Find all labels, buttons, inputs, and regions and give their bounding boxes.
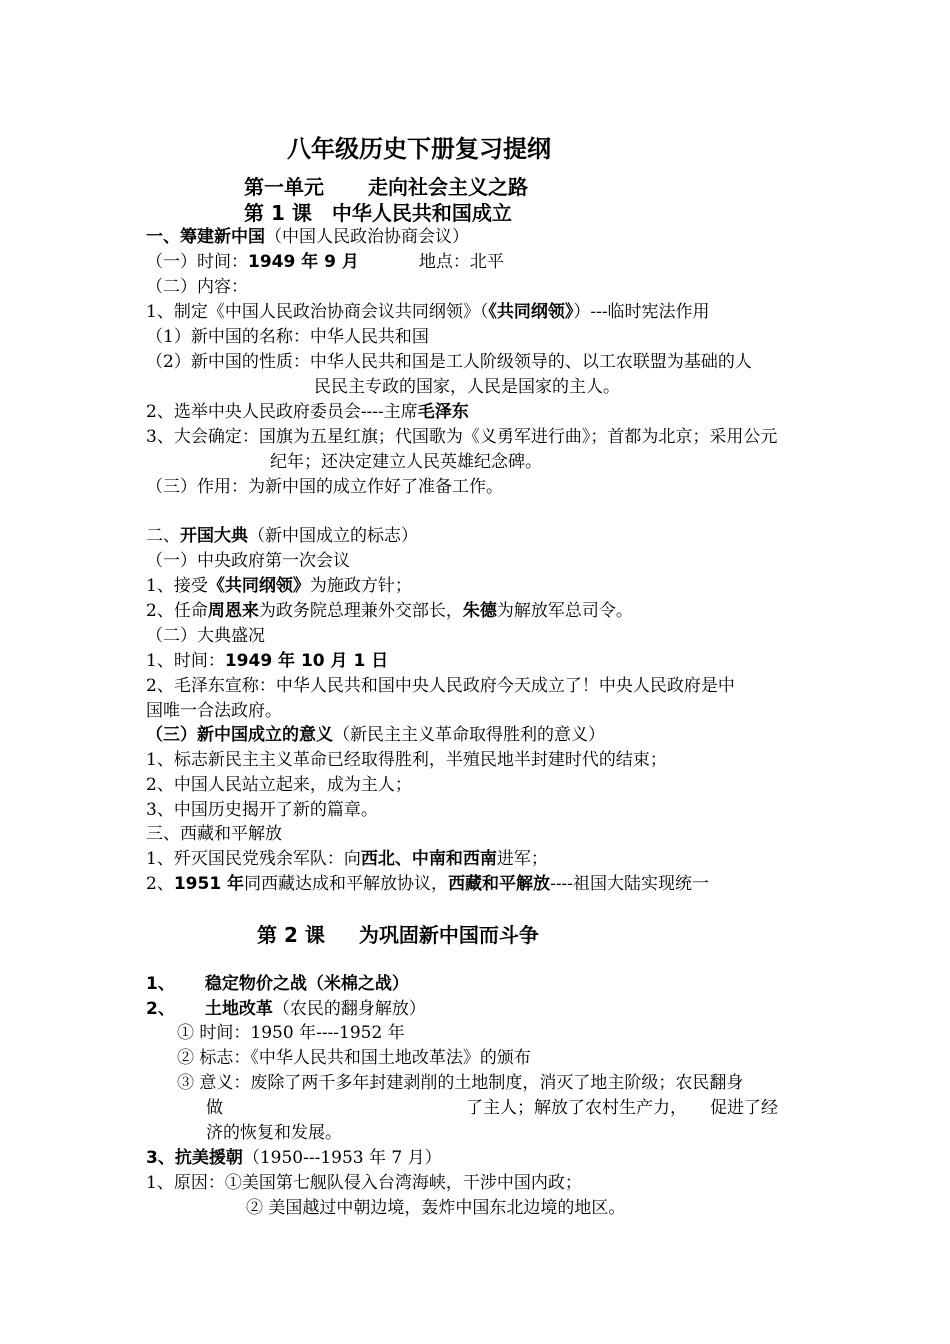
significance-3: 3、中国历史揭开了新的篇章。 (146, 800, 378, 820)
korean-war-reason-2: ② 美国越过中朝边境，轰炸中国东北边境的地区。 (246, 1198, 626, 1218)
lesson-2-item-2 (146, 997, 426, 1021)
unit-heading (244, 174, 528, 200)
proclamation-line-2: 国唯一合法政府。 (146, 701, 282, 721)
meeting-item-2-zhou: 周恩来 (207, 601, 259, 621)
land-reform-significance-2b: 了主人；解放了农村生产力， (466, 1098, 687, 1118)
item-3-line-1: 3、大会确定：国旗为五星红旗；代国歌为《义勇军进行曲》；首都为北京；采用公元 (146, 427, 778, 447)
tibet-item-2-bold: 西藏和平解放 (448, 874, 551, 894)
unit-name: 走向社会主义之路 (368, 175, 528, 199)
meeting-item-2-c: 为政务院总理兼外交部长， (258, 601, 463, 621)
tibet-item-2-year: 1951 年 (173, 874, 245, 894)
unit-number: 第一单元 (244, 175, 324, 199)
tibet-item-1-c: 进军； (496, 849, 548, 869)
land-reform-significance-3: 济的恢复和发展。 (206, 1123, 342, 1143)
lesson-2-item-1-text: 稳定物价之战（米棉之战） (204, 974, 409, 994)
meeting-item-2-zhu: 朱德 (462, 601, 497, 621)
lesson-2-item-2-note: （农民的翻身解放） (272, 999, 426, 1019)
land-reform-significance-2 (206, 1096, 778, 1120)
meeting-item-1-bold: 《共同纲领》 (207, 576, 310, 596)
section-1-heading-bold: 一、筹建新中国 (146, 227, 265, 247)
ceremony-label: （二）大典盛况 (146, 626, 265, 646)
lesson-2-heading (257, 922, 539, 948)
tibet-item-2-c: 同西藏达成和平解放协议， (244, 874, 449, 894)
tibet-item-2 (146, 872, 709, 896)
land-reform-time: ① 时间：1950 年----1952 年 (177, 1023, 405, 1043)
section-2-title: 开国大典 (180, 526, 248, 546)
lesson-2-item-3-title: 3、抗美援朝 (146, 1148, 243, 1168)
section-2-heading (146, 524, 418, 548)
lesson-2-item-3 (146, 1146, 442, 1170)
item-1-text-c: ）---临时宪法作用 (573, 302, 710, 322)
effect-line: （三）作用：为新中国的成立作好了准备工作。 (146, 477, 503, 497)
significance-title: （三）新中国成立的意义 (146, 725, 333, 745)
korean-war-reason-1: 1、原因：①美国第七舰队侵入台湾海峡，干涉中国内政； (146, 1173, 582, 1193)
country-nature-line-2: 民民主专政的国家，人民是国家的主人。 (314, 377, 620, 397)
item-2-line (146, 400, 469, 424)
lesson-2-item-3-note: （1950---1953 年 7 月） (242, 1148, 442, 1168)
significance-note: （新民主主义革命取得胜利的意义） (333, 725, 605, 745)
lesson-2-number: 第 2 课 (257, 923, 325, 947)
significance-1: 1、标志新民主主义革命已经取得胜利，半殖民地半封建时代的结束； (146, 750, 667, 770)
ceremony-time (146, 649, 388, 673)
section-2-number: 二、 (146, 526, 180, 546)
time-label: （一）时间： (146, 252, 248, 272)
item-1-text-a: 1、制定《中国人民政治协商会议共同纲领》（ (146, 302, 489, 322)
meeting-label: （一）中央政府第一次会议 (146, 551, 350, 571)
tibet-item-2-a: 2、 (146, 874, 174, 894)
section-1-heading (146, 225, 469, 249)
item-2-text: 2、选举中央人民政府委员会----主席 (146, 402, 418, 422)
lesson-2-item-1 (146, 972, 409, 996)
country-nature-line-1: （2）新中国的性质：中华人民共和国是工人阶级领导的、以工农联盟为基础的人 (146, 352, 752, 372)
place-text: 地点：北平 (418, 252, 504, 272)
meeting-item-1-c: 为施政方针； (309, 576, 412, 596)
meeting-item-2 (146, 599, 633, 623)
document-title: 八年级历史下册复习提纲 (287, 135, 551, 163)
item-3-line-2: 纪年；还决定建立人民英雄纪念碑。 (270, 452, 542, 472)
lesson-2-name: 为巩固新中国而斗争 (358, 923, 539, 947)
time-line (146, 250, 504, 274)
significance-heading (146, 723, 605, 747)
land-reform-significance-2a: 做 (206, 1098, 223, 1118)
time-value: 1949 年 9 月 (248, 252, 359, 272)
ceremony-time-value: 1949 年 10 月 1 日 (224, 651, 389, 671)
lesson-2-item-2-number: 2、 (146, 999, 175, 1019)
item-2-chairman: 毛泽东 (417, 402, 469, 422)
tibet-item-1-a: 1、歼灭国民党残余军队：向 (146, 849, 361, 869)
lesson-2-item-1-number: 1、 (146, 974, 175, 994)
tibet-item-1 (146, 847, 548, 871)
section-1-heading-note: （中国人民政治协商会议） (265, 227, 469, 247)
significance-2: 2、中国人民站立起来，成为主人； (146, 775, 412, 795)
meeting-item-2-a: 2、任命 (146, 601, 208, 621)
item-1-common-program: 《共同纲领》 (488, 302, 574, 322)
lesson-1-heading: 第 1 课 中华人民共和国成立 (244, 201, 512, 225)
country-name-line: （1）新中国的名称：中华人民共和国 (146, 327, 429, 347)
meeting-item-1-a: 1、接受 (146, 576, 208, 596)
tibet-item-2-e: ----祖国大陆实现统一 (550, 874, 710, 894)
lesson-2-item-2-title: 土地改革 (204, 999, 273, 1019)
ceremony-time-label: 1、时间： (146, 651, 225, 671)
item-1-line (146, 300, 710, 324)
section-2-note: （新中国成立的标志） (248, 526, 418, 546)
proclamation-line-1: 2、毛泽东宣称：中华人民共和国中央人民政府今天成立了！中央人民政府是中 (146, 676, 735, 696)
land-reform-significance-1: ③ 意义：废除了两千多年封建剥削的土地制度，消灭了地主阶级；农民翻身 (177, 1073, 744, 1093)
meeting-item-1 (146, 574, 412, 598)
meeting-item-2-e: 为解放军总司令。 (496, 601, 633, 621)
land-reform-mark: ② 标志：《中华人民共和国土地改革法》的颁布 (177, 1048, 531, 1068)
tibet-item-1-bold: 西北、中南和西南 (360, 849, 497, 869)
section-3-heading: 三、西藏和平解放 (146, 824, 282, 844)
land-reform-significance-2c: 促进了经 (710, 1098, 778, 1118)
content-label: （二）内容： (146, 277, 248, 297)
